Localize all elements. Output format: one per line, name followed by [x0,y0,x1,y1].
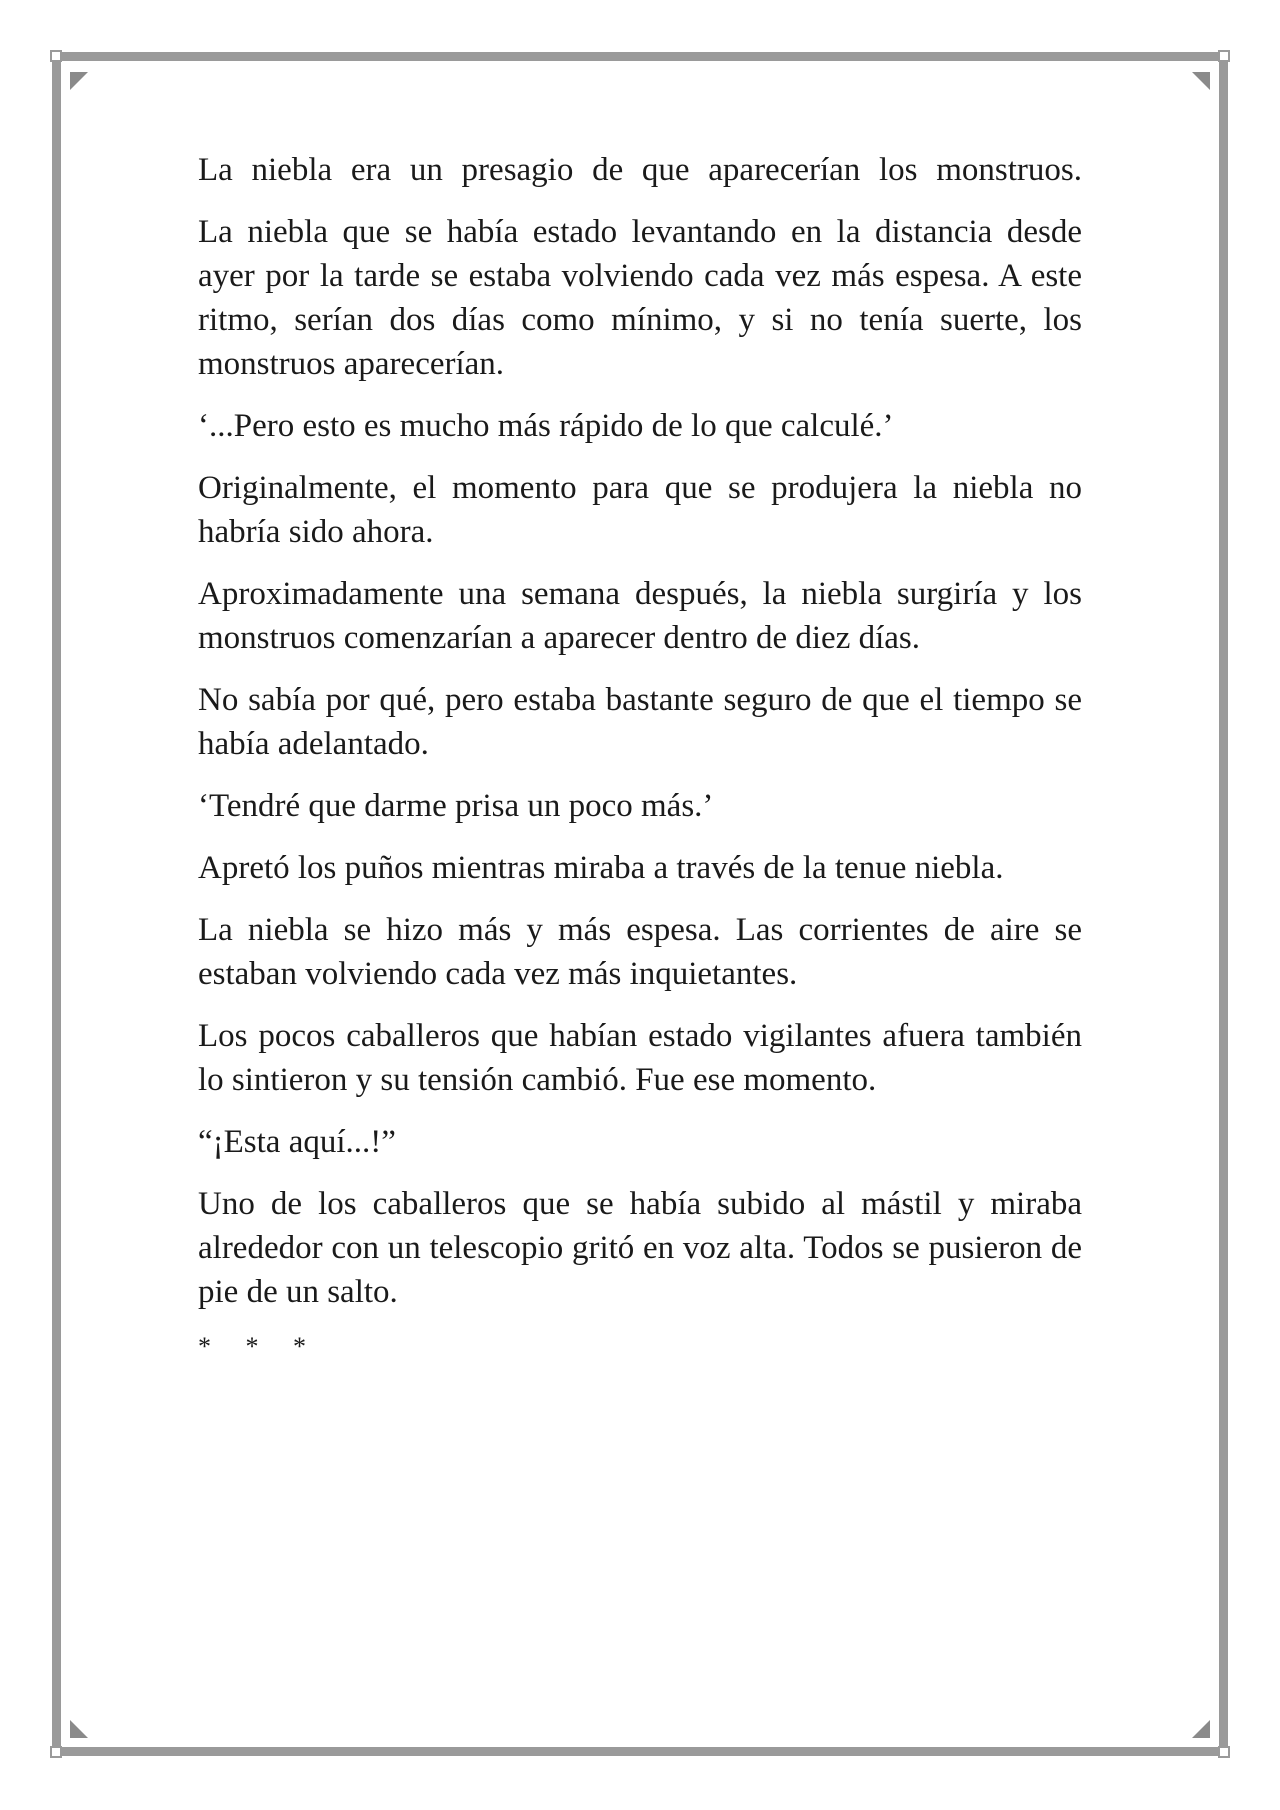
corner-triangle-top-right [1192,72,1210,90]
frame-border-left [52,60,61,1750]
paragraph-11: “¡Esta aquí...!” [198,1124,396,1160]
corner-triangle-bottom-left [70,1720,88,1738]
paragraph-4: Originalmente, el momento para que se produjera la niebla no habría sido ahora. [198,470,1082,550]
corner-ornament-top-left [50,50,62,62]
paragraph-8: Apretó los puños mientras miraba a través de la tenue niebla. [198,850,1004,886]
frame-border-top [60,52,1220,61]
corner-ornament-bottom-left [50,1746,62,1758]
paragraph-9: La niebla se hizo más y más espesa. Las corrientes de aire se estaban volviendo cada vez más inquietantes. [198,912,1082,992]
page-body-text [198,148,1082,1362]
paragraph-7: ‘Tendré que darme prisa un poco más.’ [198,788,714,824]
corner-ornament-bottom-right [1218,1746,1230,1758]
paragraph-1: La niebla era un presagio de que aparecerían los monstruos. [198,152,1082,188]
frame-border-right [1219,60,1228,1750]
paragraph-2: La niebla que se había estado levantando en la distancia desde ayer por la tarde se estaba volviendo cada vez más espesa. A este ritmo, serían dos días como mínimo, y si no tenía suerte, los monstruos aparecerían. [198,214,1082,382]
paragraph-5: Aproximadamente una semana después, la niebla surgiría y los monstruos comenzarían a aparecer dentro de diez días. [198,576,1082,656]
paragraph-3: ‘...Pero esto es mucho más rápido de lo que calculé.’ [198,408,894,444]
frame-border-bottom [60,1747,1220,1756]
corner-triangle-bottom-right [1192,1720,1210,1738]
scene-separator: * * * [198,1332,320,1361]
corner-ornament-top-right [1218,50,1230,62]
paragraph-6: No sabía por qué, pero estaba bastante seguro de que el tiempo se había adelantado. [198,682,1082,762]
corner-triangle-top-left [70,72,88,90]
paragraph-10: Los pocos caballeros que habían estado vigilantes afuera también lo sintieron y su tensión cambió. Fue ese momento. [198,1018,1082,1098]
paragraph-12: Uno de los caballeros que se había subido al mástil y miraba alrededor con un telescopio gritó en voz alta. Todos se pusieron de pie de un salto. [198,1186,1082,1310]
